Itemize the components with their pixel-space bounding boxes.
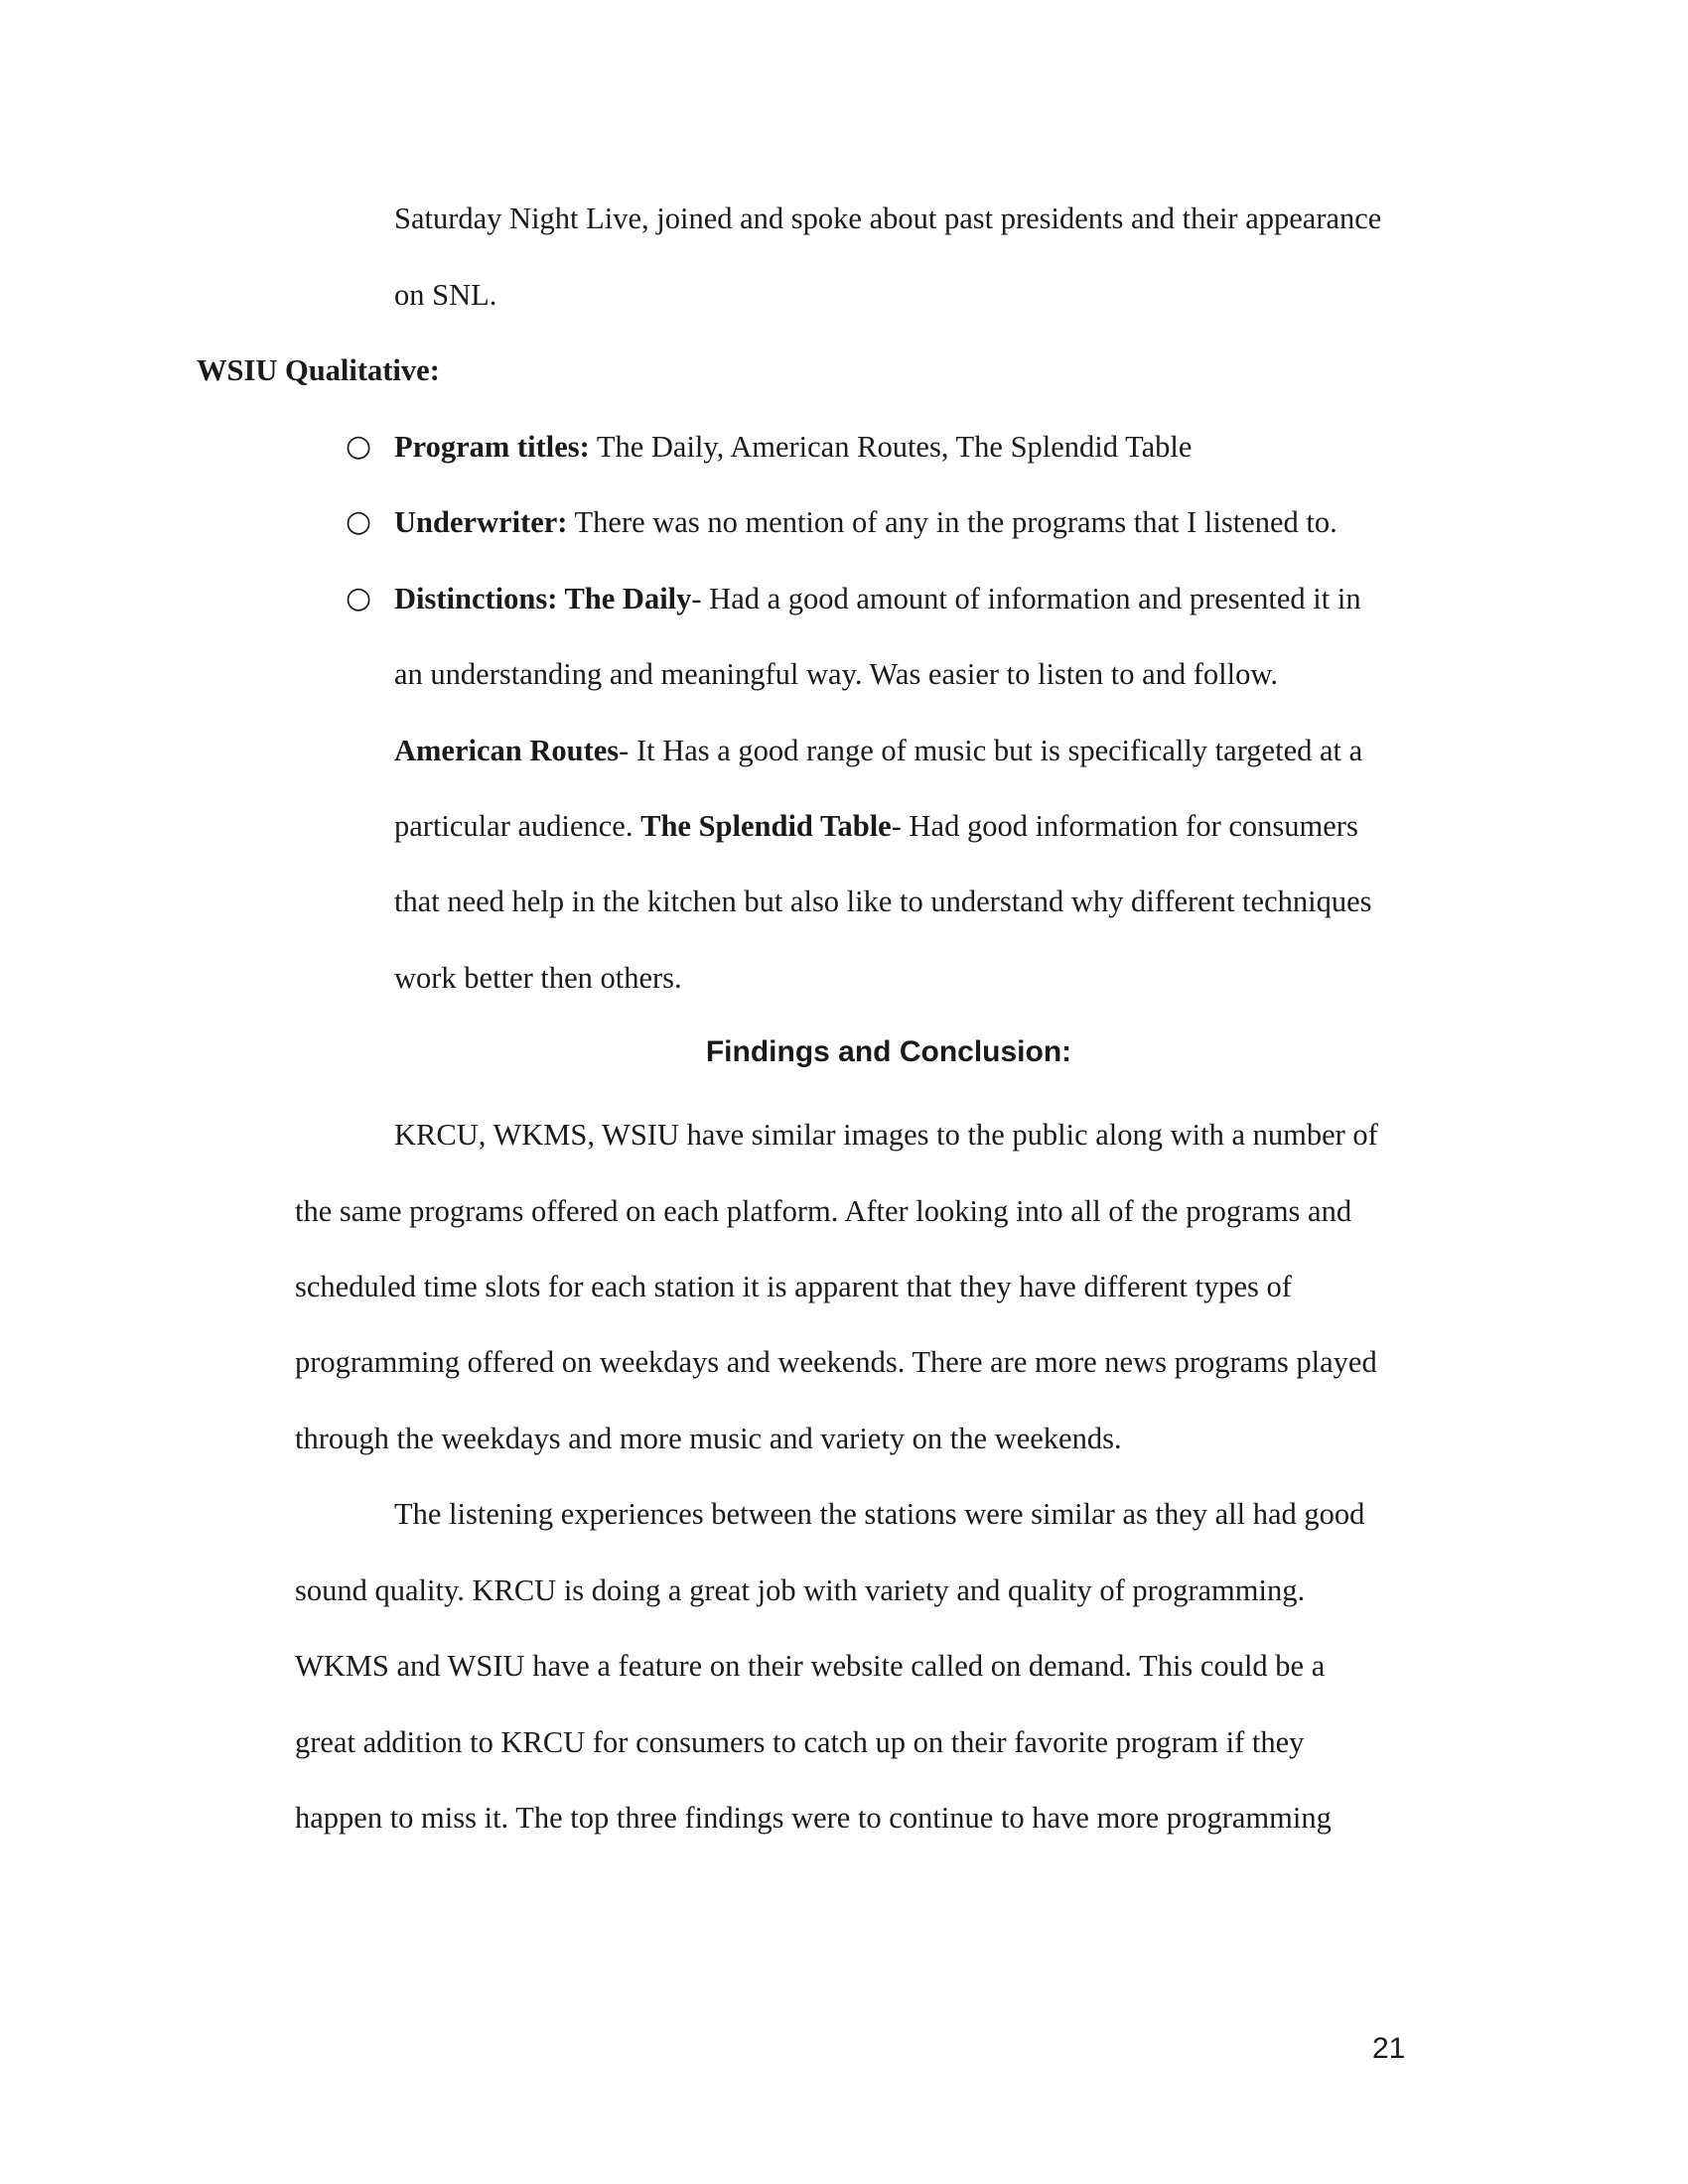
findings-p2-line-5: happen to miss it. The top three findings were to continue to have more programming: [295, 1801, 1332, 1835]
continuation-line-1: Saturday Night Live, joined and spoke about past presidents and their appearance: [394, 202, 1382, 235]
distinctions-line-3: [394, 731, 1362, 770]
american-routes-label: American Routes: [394, 734, 620, 767]
distinctions-text: - Had a good amount of information and presented it in: [691, 582, 1361, 615]
wsiu-heading: WSIU Qualitative:: [197, 353, 440, 387]
findings-p1-line-2: the same programs offered on each platform. After looking into all of the programs and: [295, 1194, 1352, 1228]
splendid-table-text: - Had good information for consumers: [891, 809, 1358, 843]
distinctions-line-6: work better then others.: [394, 961, 682, 995]
program-titles-label: Program titles:: [394, 430, 590, 464]
program-titles-item: [394, 427, 1192, 467]
page-number: 21: [1372, 2032, 1406, 2065]
findings-p2-line-3: WKMS and WSIU have a feature on their website called on demand. This could be a: [295, 1649, 1326, 1683]
distinctions-label: Distinctions: The Daily: [394, 582, 692, 615]
program-titles-text: The Daily, American Routes, The Splendid Table: [589, 430, 1193, 464]
american-routes-text: - It Has a good range of music but is specifically targeted at a: [619, 734, 1363, 767]
distinctions-line-2: an understanding and meaningful way. Was easier to listen to and follow.: [394, 657, 1279, 691]
findings-p2-line-1: The listening experiences between the stations were similar as they all had good: [394, 1497, 1365, 1531]
splendid-table-label: The Splendid Table: [640, 809, 892, 843]
findings-p2-line-4: great addition to KRCU for consumers to catch up on their favorite program if they: [295, 1725, 1305, 1759]
findings-heading: Findings and Conclusion:: [705, 1035, 1072, 1068]
distinctions-line-4-text: particular audience.: [394, 809, 641, 843]
underwriter-item: [394, 502, 1337, 542]
findings-p1-line-1: KRCU, WKMS, WSIU have similar images to the public along with a number of: [394, 1118, 1378, 1152]
underwriter-text: There was no mention of any in the programs that I listened to.: [567, 505, 1337, 539]
distinctions-line-5: that need help in the kitchen but also like to understand why different techniques: [394, 885, 1372, 918]
distinctions-line-1: [394, 579, 1361, 618]
bullet-icon: ○: [346, 581, 372, 615]
bullet-icon: ○: [346, 429, 372, 464]
bullet-icon: ○: [346, 504, 372, 539]
distinctions-line-4: [394, 806, 1358, 846]
continuation-line-2: on SNL.: [394, 278, 497, 312]
underwriter-label: Underwriter:: [394, 505, 568, 539]
findings-p1-line-3: scheduled time slots for each station it is apparent that they have different types of: [295, 1270, 1292, 1303]
findings-p1-line-5: through the weekdays and more music and variety on the weekends.: [295, 1422, 1122, 1455]
findings-p2-line-2: sound quality. KRCU is doing a great job with variety and quality of programming.: [295, 1573, 1306, 1607]
findings-p1-line-4: programming offered on weekdays and weekends. There are more news programs played: [295, 1345, 1377, 1379]
